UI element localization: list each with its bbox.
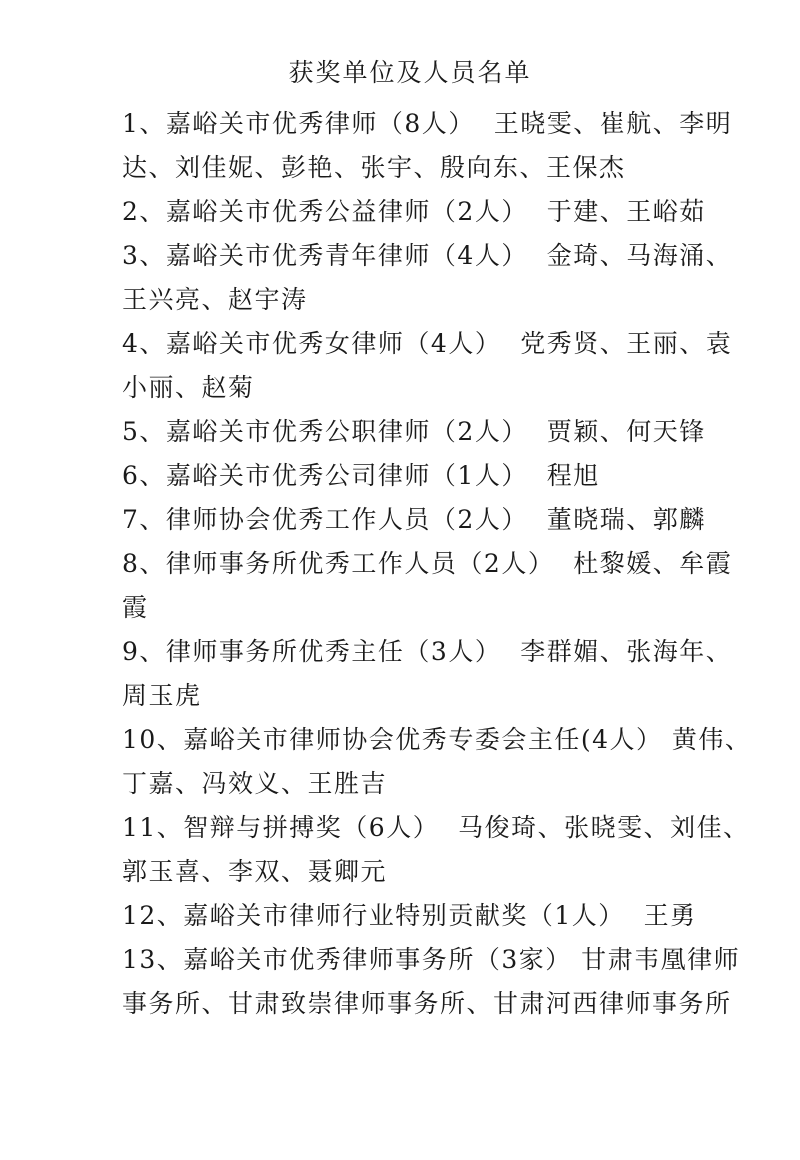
list-item-continuation: 周玉虎 <box>122 681 202 710</box>
list-item-continuation: 丁嘉、冯效义、王胜吉 <box>122 769 388 798</box>
list-item-continuation: 事务所、甘肃致崇律师事务所、甘肃河西律师事务所 <box>122 989 732 1018</box>
list-item: 10、嘉峪关市律师协会优秀专委会主任(4人） 黄伟、 <box>122 725 752 754</box>
list-item: 1、嘉峪关市优秀律师（8人） 王晓雯、崔航、李明 <box>122 109 733 138</box>
list-item: 5、嘉峪关市优秀公职律师（2人） 贾颖、何天锋 <box>122 417 706 446</box>
list-item-continuation: 王兴亮、赵宇涛 <box>122 285 308 314</box>
list-item: 12、嘉峪关市律师行业特别贡献奖（1人） 王勇 <box>122 901 697 930</box>
list-item: 7、律师协会优秀工作人员（2人） 董晓瑞、郭麟 <box>122 505 706 534</box>
list-item: 9、律师事务所优秀主任（3人） 李群媚、张海年、 <box>122 637 733 666</box>
list-item: 11、智辩与拼搏奖（6人） 马俊琦、张晓雯、刘佳、 <box>122 813 750 842</box>
list-item: 13、嘉峪关市优秀律师事务所（3家） 甘肃韦凰律师 <box>122 945 741 974</box>
list-item-continuation: 霞 <box>122 593 149 622</box>
list-item: 8、律师事务所优秀工作人员（2人） 杜黎媛、牟霞 <box>122 549 733 578</box>
list-item-continuation: 达、刘佳妮、彭艳、张宇、殷向东、王保杰 <box>122 153 626 182</box>
list-item: 3、嘉峪关市优秀青年律师（4人） 金琦、马海涌、 <box>122 241 733 270</box>
list-item: 2、嘉峪关市优秀公益律师（2人） 于建、王峪茹 <box>122 197 706 226</box>
list-item-continuation: 郭玉喜、李双、聂卿元 <box>122 857 388 886</box>
list-item-continuation: 小丽、赵菊 <box>122 373 255 402</box>
list-item: 6、嘉峪关市优秀公司律师（1人） 程旭 <box>122 461 600 490</box>
list-item: 4、嘉峪关市优秀女律师（4人） 党秀贤、王丽、袁 <box>122 329 733 358</box>
page-title: 获奖单位及人员名单 <box>288 58 532 87</box>
